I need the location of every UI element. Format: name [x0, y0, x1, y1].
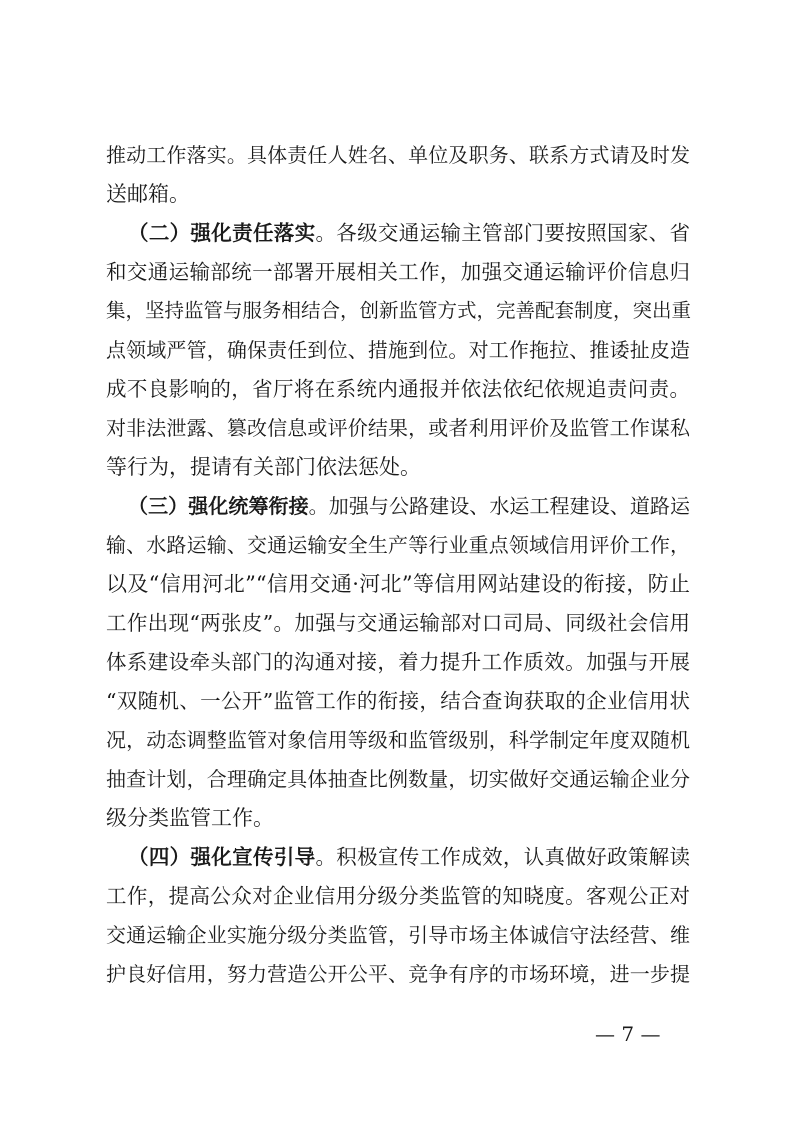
line-text: 点领域严管，确保责任到位、措施到位。对工作拖拉、推诿扯皮造 — [106, 338, 690, 362]
paragraph-line — [106, 140, 690, 170]
line-text: 。各级交通运输主管部门要按照国家、省 — [315, 221, 691, 245]
section-heading: （三）强化统筹衔接 — [128, 494, 309, 518]
line-text: 对非法泄露、篡改信息或评价结果，或者利用评价及监管工作谋私 — [106, 416, 690, 440]
line-text: 护良好信用，努力营造公开公平、竞争有序的市场环境，进一步提 — [106, 962, 690, 986]
paragraph-line — [106, 803, 274, 833]
paragraph-line — [106, 764, 690, 794]
paragraph-line — [106, 881, 690, 911]
paragraph-line — [106, 569, 690, 599]
paragraph-line — [106, 296, 690, 326]
paragraph-line — [106, 647, 690, 677]
line-text: 体系建设牵头部门的沟通对接，着力提升工作质效。加强与开展 — [106, 650, 690, 674]
line-text: 集，坚持监管与服务相结合，创新监管方式，完善配套制度，突出重 — [106, 299, 692, 322]
paragraph-line — [106, 725, 690, 755]
line-text: 推动工作落实。具体责任人姓名、单位及职务、联系方式请及时发 — [106, 143, 690, 167]
line-text: 。加强与公路建设、水运工程建设、道路运 — [308, 494, 691, 518]
section-heading-line — [128, 842, 690, 872]
paragraph-line — [106, 179, 190, 209]
paragraph-line — [106, 686, 690, 716]
section-heading: （二）强化责任落实 — [128, 221, 316, 245]
section-heading: （四）强化宣传引导 — [128, 845, 316, 869]
line-text: 成不良影响的，省厅将在系统内通报并依法依纪依规追责问责。 — [106, 377, 690, 401]
line-text: 和交通运输部统一部署开展相关工作，加强交通运输评价信息归 — [106, 260, 690, 284]
section-heading-line — [128, 491, 690, 521]
line-text: 。积极宣传工作成效，认真做好政策解读 — [315, 845, 691, 869]
paragraph-line — [106, 374, 690, 404]
paragraph-line — [106, 257, 690, 287]
line-text: 交通运输企业实施分级分类监管，引导市场主体诚信守法经营、维 — [106, 923, 690, 947]
line-text: 抽查计划，合理确定具体抽查比例数量，切实做好交通运输企业分 — [106, 767, 690, 791]
line-text: 以及“信用河北”“信用交通·河北”等信用网站建设的衔接，防止 — [106, 572, 690, 596]
page-number: — 7 — — [595, 1022, 661, 1046]
line-text: 送邮箱。 — [106, 182, 190, 206]
paragraph-line — [106, 335, 690, 365]
line-text: 况，动态调整监管对象信用等级和监管级别，科学制定年度双随机 — [106, 728, 690, 752]
section-heading-line — [128, 218, 690, 248]
line-text: 等行为，提请有关部门依法惩处。 — [106, 455, 421, 479]
paragraph-line — [106, 530, 690, 560]
line-text: “双随机、一公开”监管工作的衔接，结合查询获取的企业信用状 — [106, 689, 690, 713]
line-text: 输、水路运输、交通运输安全生产等行业重点领域信用评价工作， — [106, 533, 690, 557]
line-text: 级分类监管工作。 — [106, 806, 274, 830]
line-text: 工作，提高公众对企业信用分级分类监管的知晓度。客观公正对 — [106, 884, 690, 908]
paragraph-line — [106, 452, 421, 482]
paragraph-line — [106, 920, 690, 950]
paragraph-line — [106, 413, 690, 443]
paragraph-line — [106, 959, 690, 989]
line-text: 工作出现“两张皮”。加强与交通运输部对口司局、同级社会信用 — [106, 611, 690, 635]
paragraph-line — [106, 608, 690, 638]
